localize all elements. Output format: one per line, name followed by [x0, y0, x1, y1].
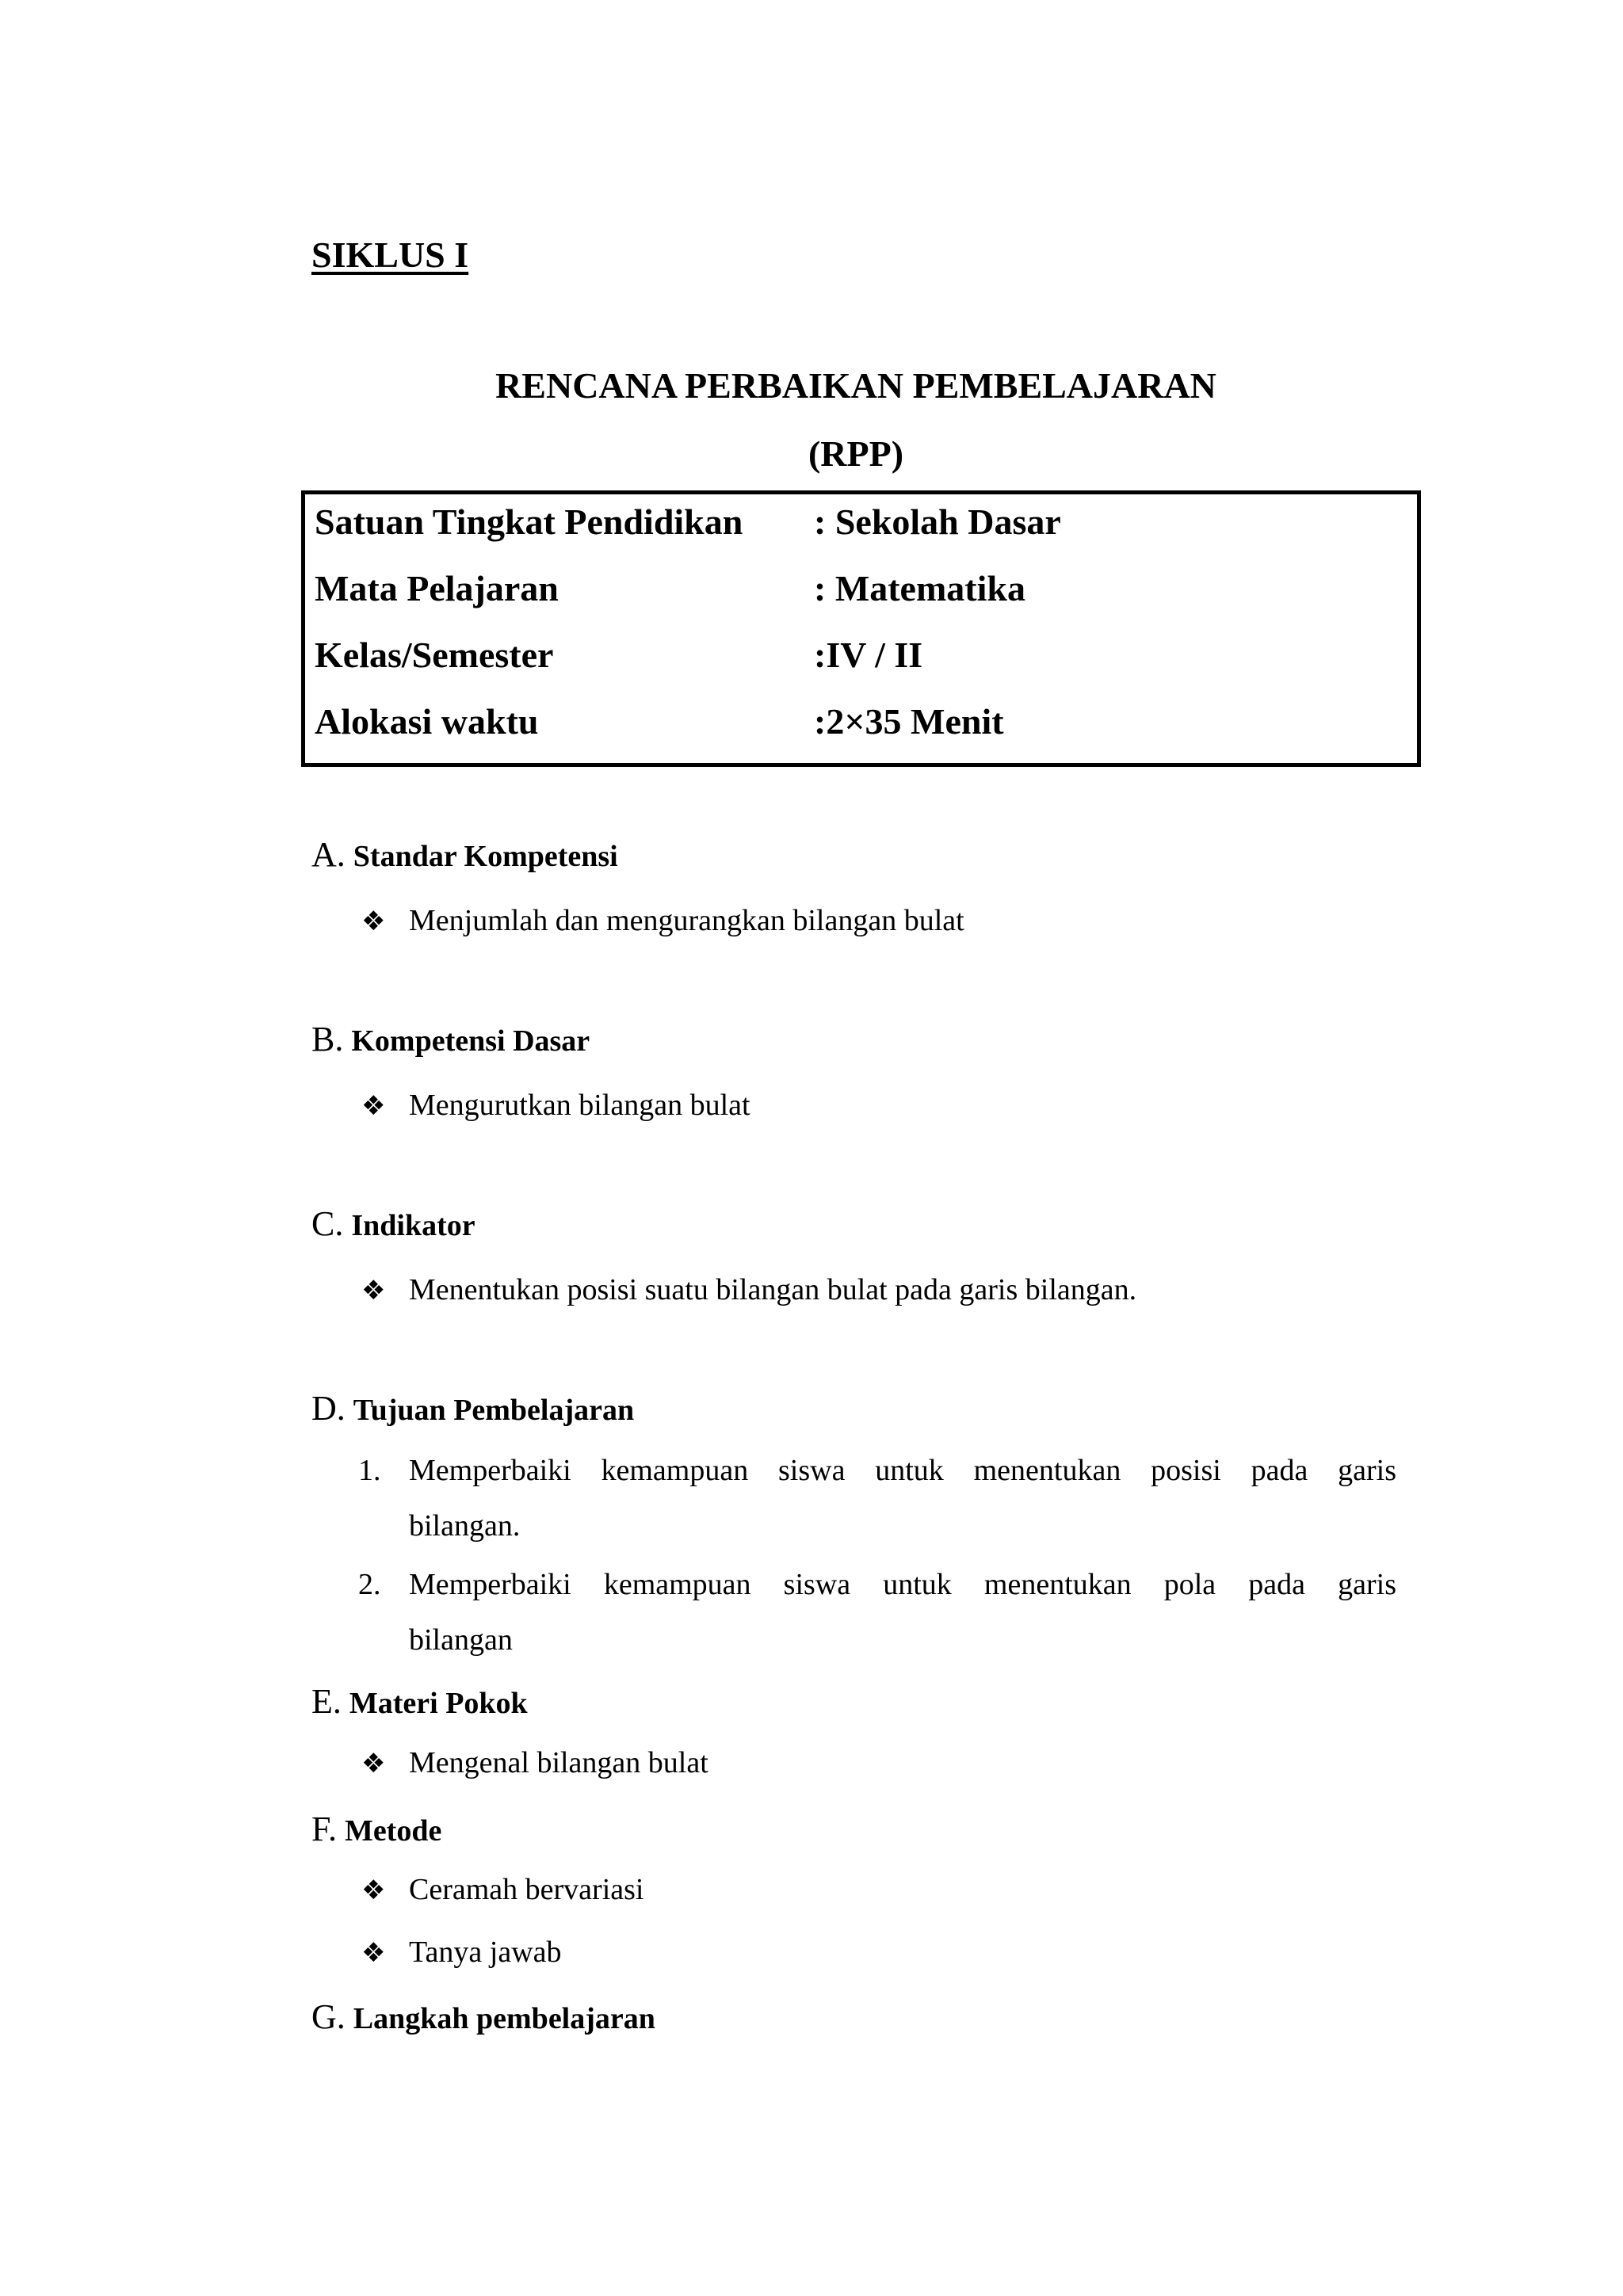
info-value: : Matematika [814, 568, 1025, 608]
section-title: Metode [344, 1814, 442, 1848]
list-item [361, 1935, 562, 1970]
section-letter: G. [311, 1997, 346, 2036]
section-f-heading [311, 1809, 441, 1849]
cycle-title: SIKLUS I [311, 235, 469, 275]
item-number: 1. [358, 1454, 381, 1487]
diamond-bullet-icon: ❖ [361, 1748, 386, 1779]
info-value: :IV / II [814, 635, 923, 675]
diamond-bullet-icon: ❖ [361, 1090, 386, 1122]
diamond-bullet-icon: ❖ [361, 1937, 386, 1969]
section-letter: D. [311, 1389, 346, 1428]
document-title: RENCANA PERBAIKAN PEMBELAJARAN [495, 365, 1216, 406]
list-item [361, 903, 964, 938]
list-item-text: Menentukan posisi suatu bilangan bulat pada garis bilangan. [409, 1273, 1137, 1306]
info-label: Mata Pelajaran [315, 568, 559, 608]
section-g-heading [311, 1997, 655, 2037]
identity-table [301, 490, 1421, 767]
info-value: :2×35 Menit [814, 701, 1004, 742]
list-item-text: Ceramah bervariasi [409, 1873, 644, 1906]
list-item [361, 1272, 1136, 1307]
list-item [361, 1872, 643, 1907]
list-item-text: Tanya jawab [409, 1936, 562, 1969]
section-c-heading [311, 1203, 475, 1244]
info-value: : Sekolah Dasar [814, 502, 1061, 542]
list-item [361, 1088, 750, 1123]
section-letter: F. [311, 1810, 337, 1848]
document-subtitle: (RPP) [808, 433, 904, 474]
section-title: Standar Kompetensi [353, 840, 618, 873]
diamond-bullet-icon: ❖ [361, 906, 386, 937]
list-item-text: Menjumlah dan mengurangkan bilangan bulat [409, 904, 964, 937]
section-letter: C. [311, 1204, 344, 1243]
section-letter: A. [311, 835, 346, 874]
section-letter: E. [311, 1682, 342, 1721]
item-number: 2. [358, 1568, 381, 1601]
item-text: Memperbaiki kemampuan siswa untuk menentukan posisi pada garis [409, 1454, 1396, 1487]
list-item-text: Mengenal bilangan bulat [409, 1746, 708, 1779]
section-title: Langkah pembelajaran [353, 2002, 655, 2035]
section-title: Kompetensi Dasar [351, 1024, 590, 1058]
list-item [361, 1745, 708, 1780]
info-label: Alokasi waktu [315, 701, 539, 742]
section-b-heading [311, 1019, 590, 1059]
diamond-bullet-icon: ❖ [361, 1875, 386, 1906]
list-item-text: Mengurutkan bilangan bulat [409, 1089, 750, 1122]
section-title: Tujuan Pembelajaran [353, 1394, 635, 1427]
section-e-heading [311, 1681, 528, 1722]
section-letter: B. [311, 1020, 344, 1058]
section-title: Materi Pokok [349, 1687, 528, 1720]
section-title: Indikator [351, 1209, 475, 1242]
item-text-continuation: bilangan. [409, 1509, 521, 1543]
item-text: Memperbaiki kemampuan siswa untuk menentukan pola pada garis [409, 1568, 1396, 1601]
item-text-continuation: bilangan [409, 1623, 513, 1657]
diamond-bullet-icon: ❖ [361, 1275, 386, 1306]
section-a-heading [311, 834, 618, 875]
info-label: Satuan Tingkat Pendidikan [315, 502, 743, 542]
info-label: Kelas/Semester [315, 635, 554, 675]
section-d-heading [311, 1388, 634, 1428]
